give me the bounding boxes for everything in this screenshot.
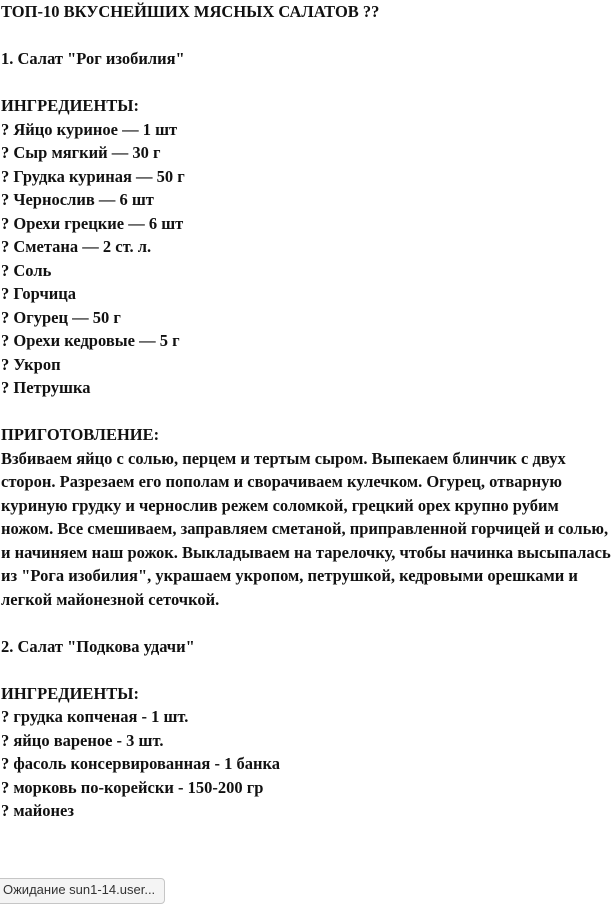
ingredient-item: ? Петрушка — [1, 378, 91, 397]
browser-status-bar: Ожидание sun1-14.user... — [0, 878, 165, 904]
ingredient-item: ? майонез — [1, 801, 74, 820]
ingredients-list — [1, 118, 613, 400]
ingredients-list — [1, 705, 613, 823]
spacer — [1, 658, 613, 682]
ingredient-item: ? Орехи кедровые — 5 г — [1, 331, 180, 350]
ingredient-item: ? яйцо вареное - 3 шт. — [1, 730, 164, 750]
preparation-text: Взбиваем яйцо с солью, перцем и тертым сыром. Выпекаем блинчик с двух сторон. Разрезаем его пополам и сворачиваем кулечком. Огурец, отварную куриную грудку и чернослив режем соломкой, грецкий орех крупно рубим ножом. Все смешиваем, заправляем сметаной, приправленной горчицей и солью, и начиняем наш рожок. Выкладываем на тарелочку, чтобы начинка высыпалась из "Рога изобилия", украшаем укропом, петрушкой, кедровыми орешками и легкой майонезной сеточкой. — [1, 448, 611, 609]
ingredient-item: ? Чернослив — 6 шт — [1, 190, 154, 209]
article-title: ТОП-10 ВКУСНЕЙШИХ МЯСНЫХ САЛАТОВ ?? — [1, 2, 380, 21]
ingredient-item: ? фасоль консервированная - 1 банка — [1, 754, 280, 773]
ingredient-item: ? Яйцо куриное — 1 шт — [1, 119, 178, 139]
spacer — [1, 71, 613, 95]
spacer — [1, 400, 613, 424]
preparation-label: ПРИГОТОВЛЕНИЕ: — [1, 425, 160, 444]
ingredient-item: ? Огурец — 50 г — [1, 307, 121, 327]
ingredient-item: ? морковь по-корейски - 150-200 гр — [1, 777, 264, 797]
ingredients-label: ИНГРЕДИЕНТЫ: — [1, 96, 139, 115]
spacer — [1, 611, 613, 635]
ingredient-item: ? Грудка куриная — 50 г — [1, 166, 185, 186]
ingredient-item: ? Сметана — 2 ст. л. — [1, 237, 152, 256]
recipe-2 — [1, 635, 613, 823]
spacer — [1, 24, 613, 48]
ingredients-label: ИНГРЕДИЕНТЫ: — [1, 683, 139, 703]
ingredient-item: ? Соль — [1, 260, 52, 280]
recipe-heading: 2. Салат "Подкова удачи" — [1, 636, 195, 656]
ingredient-item: ? Орехи грецкие — 6 шт — [1, 213, 184, 233]
recipe-1 — [1, 47, 613, 611]
ingredient-item: ? Укроп — [1, 354, 61, 374]
ingredient-item: ? Горчица — [1, 284, 77, 303]
ingredient-item: ? грудка копченая - 1 шт. — [1, 707, 189, 726]
ingredient-item: ? Сыр мягкий — 30 г — [1, 143, 161, 162]
recipe-heading: 1. Салат "Рог изобилия" — [1, 49, 185, 68]
